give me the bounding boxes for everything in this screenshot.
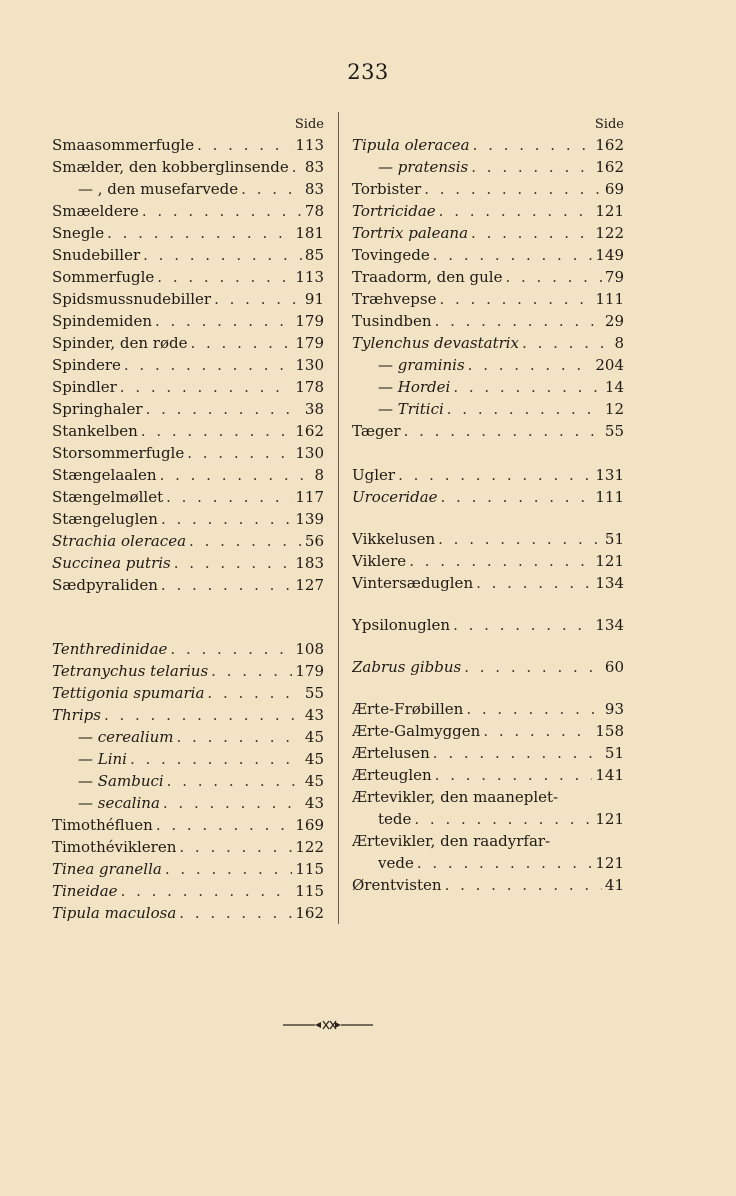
index-entry: Uroceridae . . . 111 [352, 486, 624, 508]
index-entry: Ærteuglen . . . 141 [352, 764, 624, 786]
index-entry: Smæeldere . . . 78 [52, 200, 324, 222]
index-entry: Stankelben . . . 162 [52, 420, 324, 442]
page-number: 233 [347, 60, 389, 84]
index-entry: Træhvepse . . . 111 [352, 288, 624, 310]
index-entry: Tortricidae . . . 121 [352, 200, 624, 222]
index-entry: Tetranychus telarius . . . 179 [52, 660, 324, 682]
index-entry: — Hordei . . . 14 [352, 376, 624, 398]
index-entry: — Lini . . . 45 [52, 748, 324, 770]
index-entry: — , den musefarvede . . . 83 [52, 178, 324, 200]
index-entry: Tettigonia spumaria . . . 55 [52, 682, 324, 704]
index-entry: — secalina . . . 43 [52, 792, 324, 814]
index-entry: Ørentvisten . . . 41 [352, 874, 624, 896]
side-label: Side [594, 117, 624, 132]
index-entry: Tortrix paleana . . . 122 [352, 222, 624, 244]
index-entry: Tinea granella . . . 115 [52, 858, 324, 880]
index-entry: — Tritici . . . 12 [352, 398, 624, 420]
index-entry: Tineidae . . . 115 [52, 880, 324, 902]
index-entry: Tipula maculosa . . . 162 [52, 902, 324, 924]
index-entry: Tusindben . . . 29 [352, 310, 624, 332]
index-entry: Sædpyraliden . . . 127 [52, 574, 324, 596]
end-ornament-icon [283, 1018, 373, 1032]
index-entry: Springhaler . . . 38 [52, 398, 324, 420]
index-entry: Timothévikleren . . . 122 [52, 836, 324, 858]
side-label: Side [294, 117, 324, 132]
index-entry: Sommerfugle . . . 113 [52, 266, 324, 288]
index-entry: Spidsmussnudebiller . . . 91 [52, 288, 324, 310]
index-entry: — graminis . . . 204 [352, 354, 624, 376]
index-entry: Tylenchus devastatrix . . . 8 [352, 332, 624, 354]
index-entry: — cerealium . . . 45 [52, 726, 324, 748]
index-entry: Tenthredinidae . . . 108 [52, 638, 324, 660]
index-entry: Strachia oleracea . . . 56 [52, 530, 324, 552]
index-entry: Spindemiden . . . 179 [52, 310, 324, 332]
index-entry: Thrips . . . 43 [52, 704, 324, 726]
index-entry: Ærtevikler, den raadyrfar- [352, 832, 551, 850]
index-entry: — Sambuci . . . 45 [52, 770, 324, 792]
index-entry: Tovingede . . . 149 [352, 244, 624, 266]
index-column-right [352, 116, 624, 896]
index-entry: Ærtevikler, den maaneplet- [352, 788, 559, 806]
index-entry: Ærtelusen . . . 51 [352, 742, 624, 764]
index-entry: Ærte-Galmyggen . . . 158 [352, 720, 624, 742]
index-column-left [52, 116, 324, 924]
index-entry-continuation: vede . . . 121 [352, 852, 624, 874]
index-entry: Timothéfluen . . . 169 [52, 814, 324, 836]
index-entry-continuation: tede . . . 121 [352, 808, 624, 830]
index-entry: Viklere . . . 121 [352, 550, 624, 572]
index-entry: Storsommerfugle . . . 130 [52, 442, 324, 464]
index-entry: Vikkelusen . . . 51 [352, 528, 624, 550]
index-entry: Succinea putris . . . 183 [52, 552, 324, 574]
index-entry: Spindler . . . 178 [52, 376, 324, 398]
index-entry: Tæger . . . 55 [352, 420, 624, 442]
index-entry: Stængelmøllet . . . 117 [52, 486, 324, 508]
index-entry: Ugler . . . 131 [352, 464, 624, 486]
index-entry: Ypsilonuglen . . . 134 [352, 614, 624, 636]
index-entry: Smaasommerfugle . . . 113 [52, 134, 324, 156]
index-entry: Stængelaalen . . . 8 [52, 464, 324, 486]
index-entry: Tipula oleracea . . . 162 [352, 134, 624, 156]
index-entry: Spindere . . . 130 [52, 354, 324, 376]
index-entry: Snegle . . . 181 [52, 222, 324, 244]
index-entry: Traadorm, den gule . . . 79 [352, 266, 624, 288]
index-entry: Vintersæduglen . . . 134 [352, 572, 624, 594]
index-entry: Ærte-Frøbillen . . . 93 [352, 698, 624, 720]
column-divider [338, 112, 339, 924]
index-entry: — pratensis . . . 162 [352, 156, 624, 178]
index-entry: Torbister . . . 69 [352, 178, 624, 200]
index-entry: Smælder, den kobberglinsende . . . 83 [52, 156, 324, 178]
index-entry: Stængeluglen . . . 139 [52, 508, 324, 530]
index-entry: Zabrus gibbus . . . 60 [352, 656, 624, 678]
index-entry: Snudebiller . . . 85 [52, 244, 324, 266]
index-entry: Spinder, den røde . . . 179 [52, 332, 324, 354]
